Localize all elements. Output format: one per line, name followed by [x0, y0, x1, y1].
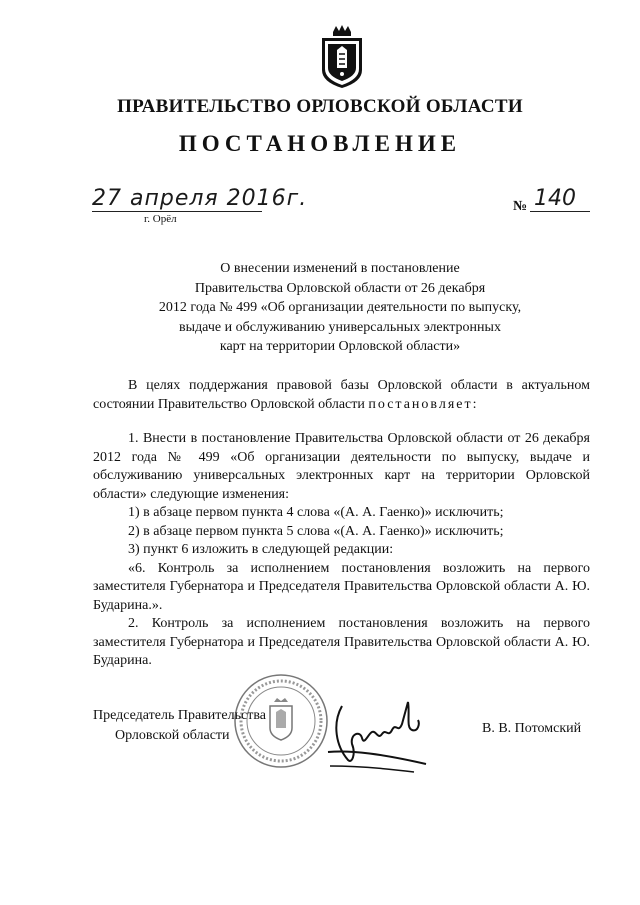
new-wording-item-6: «6. Контроль за исполнением постановления возложить на первого заместителя Губернатора и Председателя Правительства Орловской области А. Ю. Бударина.». — [93, 560, 590, 613]
position-line-1: Председатель Правительства — [93, 708, 266, 723]
signatory-position — [93, 706, 266, 746]
document-body — [93, 377, 590, 671]
title-line: Правительства Орловской области от 26 декабря — [194, 280, 486, 296]
preamble-resolves-word: постановляет — [368, 396, 473, 412]
paragraph-item-1: 1. Внести в постановление Правительства Орловской области от 26 декабря 2012 года № 499 «Об организации деятельности по выпуску, выдаче и обслуживанию универсальных электронных карт на территории Орловской области» следующие изменения: — [93, 431, 590, 502]
title-line: выдаче и обслуживанию универсальных электронных — [179, 319, 501, 335]
organization-name: ПРАВИТЕЛЬСТВО ОРЛОВСКОЙ ОБЛАСТИ — [117, 96, 523, 117]
position-line-2: Орловской области — [115, 728, 230, 743]
preamble-text: В целях поддержания правовой базы Орловской области в актуальном состоянии Правительство Орловской области — [93, 378, 590, 412]
preamble-end: : — [472, 396, 477, 412]
subitem-2: 2) в абзаце первом пункта 5 слова «(А. А. Гаенко)» исключить; — [128, 523, 504, 539]
handwritten-signature-icon — [322, 694, 432, 774]
document-title — [0, 259, 640, 357]
paragraph-item-2: 2. Контроль за исполнением постановления возложить на первого заместителя Губернатора и Председателя Правительства Орловской области А. Ю. Бударина. — [93, 616, 590, 668]
subitem-1: 1) в абзаце первом пункта 4 слова «(А. А. Гаенко)» исключить; — [128, 505, 504, 520]
title-line: 2012 года № 499 «Об организации деятельности по выпуску, — [158, 300, 522, 315]
number-label: № — [513, 199, 528, 214]
document-type: ПОСТАНОВЛЕНИЕ — [178, 131, 462, 156]
signatory-name: В. В. Потомский — [482, 721, 582, 736]
place-of-issue: г. Орёл — [144, 213, 177, 225]
preamble — [93, 377, 590, 414]
number-underline — [530, 211, 590, 212]
title-line: О внесении изменений в постановление — [220, 261, 460, 276]
orel-coat-of-arms-icon — [319, 24, 365, 90]
handwritten-date: 27 апреля 2016г. — [92, 186, 308, 211]
title-line: карт на территории Орловской области» — [219, 339, 461, 354]
handwritten-number: 140 — [534, 186, 576, 211]
subitem-3: 3) пункт 6 изложить в следующей редакции: — [128, 542, 394, 557]
date-underline — [92, 211, 262, 212]
